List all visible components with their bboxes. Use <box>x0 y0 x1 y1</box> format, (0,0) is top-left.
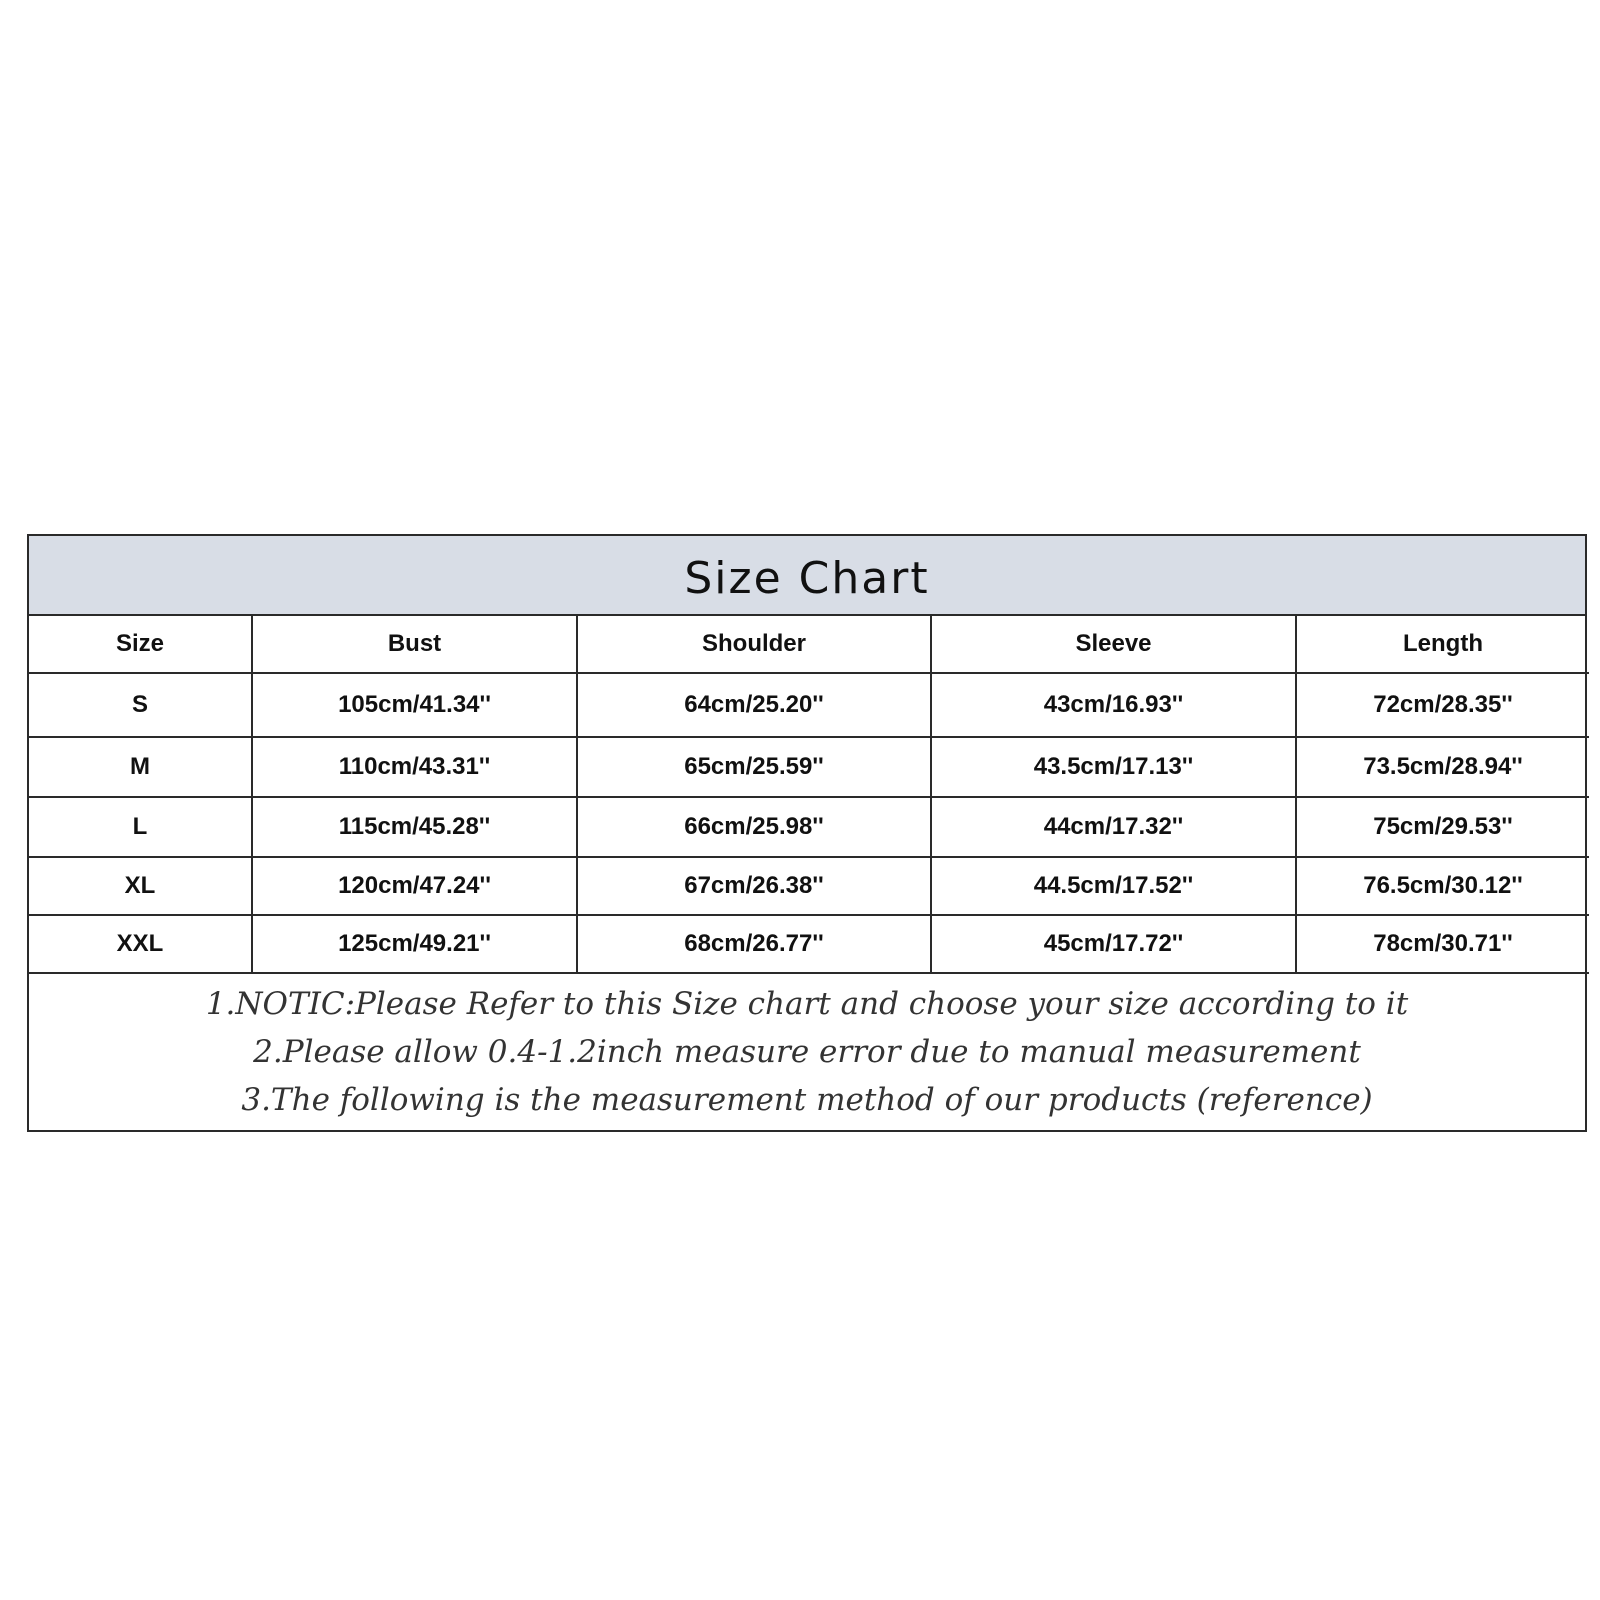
cell-sleeve: 43.5cm/17.13'' <box>931 737 1296 797</box>
cell-length: 78cm/30.71'' <box>1296 915 1589 973</box>
note-line: 2.Please allow 0.4-1.2inch measure error due to manual measurement <box>253 1034 1361 1070</box>
note-line: 1.NOTIC:Please Refer to this Size chart and choose your size according to it <box>205 986 1409 1022</box>
cell-size: M <box>29 737 252 797</box>
cell-shoulder: 64cm/25.20'' <box>577 673 931 737</box>
table-header-row <box>29 616 1589 673</box>
cell-shoulder: 67cm/26.38'' <box>577 857 931 915</box>
cell-sleeve: 44.5cm/17.52'' <box>931 857 1296 915</box>
cell-length: 75cm/29.53'' <box>1296 797 1589 857</box>
table-row <box>29 797 1589 857</box>
cell-sleeve: 44cm/17.32'' <box>931 797 1296 857</box>
header-size: Size <box>29 616 252 673</box>
cell-shoulder: 65cm/25.59'' <box>577 737 931 797</box>
cell-shoulder: 66cm/25.98'' <box>577 797 931 857</box>
cell-bust: 120cm/47.24'' <box>252 857 577 915</box>
title-bar <box>29 536 1585 616</box>
cell-shoulder: 68cm/26.77'' <box>577 915 931 973</box>
cell-bust: 105cm/41.34'' <box>252 673 577 737</box>
size-chart <box>27 534 1587 1132</box>
table-row <box>29 673 1589 737</box>
cell-length: 76.5cm/30.12'' <box>1296 857 1589 915</box>
cell-size: L <box>29 797 252 857</box>
cell-size: XXL <box>29 915 252 973</box>
cell-sleeve: 43cm/16.93'' <box>931 673 1296 737</box>
chart-title: Size Chart <box>684 552 930 604</box>
header-bust: Bust <box>252 616 577 673</box>
header-sleeve: Sleeve <box>931 616 1296 673</box>
note-line: 3.The following is the measurement method of our products (reference) <box>241 1082 1373 1118</box>
table-row <box>29 737 1589 797</box>
header-length: Length <box>1296 616 1589 673</box>
cell-size: S <box>29 673 252 737</box>
cell-bust: 110cm/43.31'' <box>252 737 577 797</box>
cell-bust: 125cm/49.21'' <box>252 915 577 973</box>
cell-length: 72cm/28.35'' <box>1296 673 1589 737</box>
cell-bust: 115cm/45.28'' <box>252 797 577 857</box>
notes-section <box>29 974 1585 1124</box>
table-row <box>29 857 1589 915</box>
table-row <box>29 915 1589 973</box>
header-shoulder: Shoulder <box>577 616 931 673</box>
size-table <box>29 616 1589 974</box>
cell-length: 73.5cm/28.94'' <box>1296 737 1589 797</box>
cell-sleeve: 45cm/17.72'' <box>931 915 1296 973</box>
cell-size: XL <box>29 857 252 915</box>
